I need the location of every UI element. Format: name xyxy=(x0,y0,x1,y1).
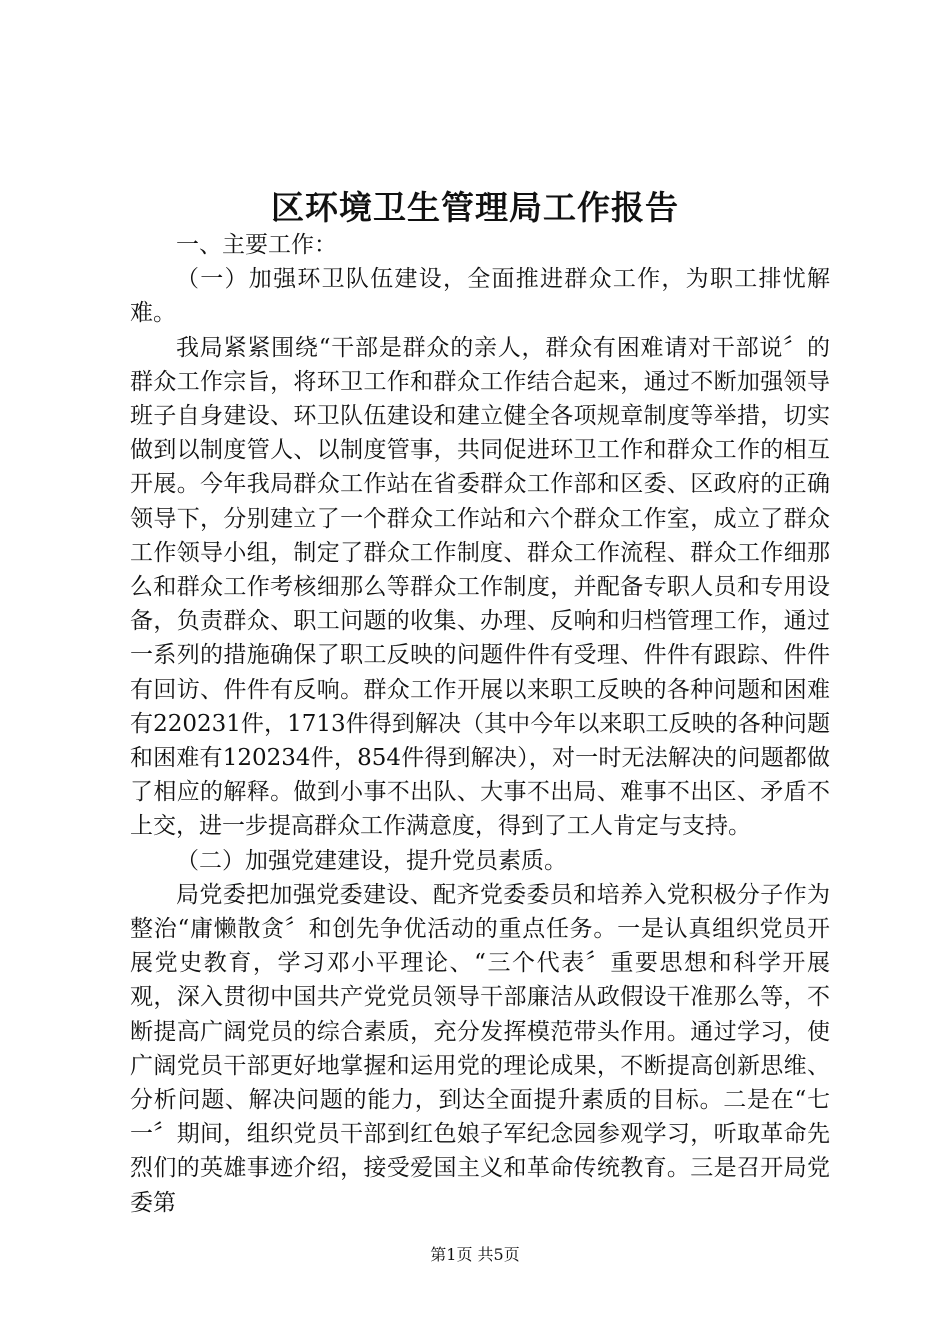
page-number-footer: 第1页 共5页 xyxy=(430,1245,520,1264)
document-title: 区环境卫生管理局工作报告 xyxy=(271,188,679,227)
subsection-heading-1: （一）加强环卫队伍建设，全面推进群众工作，为职工排忧解难。 xyxy=(130,266,830,327)
section-heading-main-work: 一、主要工作： xyxy=(176,232,337,258)
paragraph-mass-work: 我局紧紧围绕“干部是群众的亲人，群众有困难请对干部说〞的群众工作宗旨，将环卫工作和群众工作结合起来，通过不断加强领导班子自身建设、环卫队伍建设和建立健全各项规章制度等举措，切实做到以制度管人、以制度管事，共同促进环卫工作和群众工作的相互开展。今年我局群众工作站在省委群众工作部和区委、区政府的正确领导下，分别建立了一个群众工作站和六个群众工作室，成立了群众工作领导小组，制定了群众工作制度、群众工作流程、群众工作细那么和群众工作考核细那么等群众工作制度，并配备专职人员和专用设备，负责群众、职工问题的收集、办理、反响和归档管理工作，通过一系列的措施确保了职工反映的问题件件有受理、件件有跟踪、件件有回访、件件有反响。群众工作开展以来职工反映的各种问题和困难有220231件，1713件得到解决（其中今年以来职工反映的各种问题和困难有120234件，854件得到解决），对一时无法解决的问题都做了相应的解释。做到小事不出队、大事不出局、难事不出区、矛盾不上交，进一步提高群众工作满意度，得到了工人肯定与支持。 xyxy=(130,334,830,840)
subsection-heading-2: （二）加强党建建设，提升党员素质。 xyxy=(176,847,567,874)
document-body xyxy=(130,228,830,1220)
paragraph-party-building: 局党委把加强党委建设、配齐党委委员和培养入党积极分子作为整治“庸懒散贪〞和创先争优活动的重点任务。一是认真组织党员开展党史教育，学习邓小平理论、“三个代表〞重要思想和科学开展观，深入贯彻中国共产党党员领导干部廉洁从政假设干准那么等，不断提高广阔党员的综合素质，充分发挥模范带头作用。通过学习，使广阔党员干部更好地掌握和运用党的理论成果，不断提高创新思维、分析问题、解决问题的能力，到达全面提升素质的目标。二是在“七一〞期间，组织党员干部到红色娘子军纪念园参观学习，听取革命先烈们的英雄事迹介绍，接受爱国主义和革命传统教育。三是召开局党委第 xyxy=(130,881,830,1216)
